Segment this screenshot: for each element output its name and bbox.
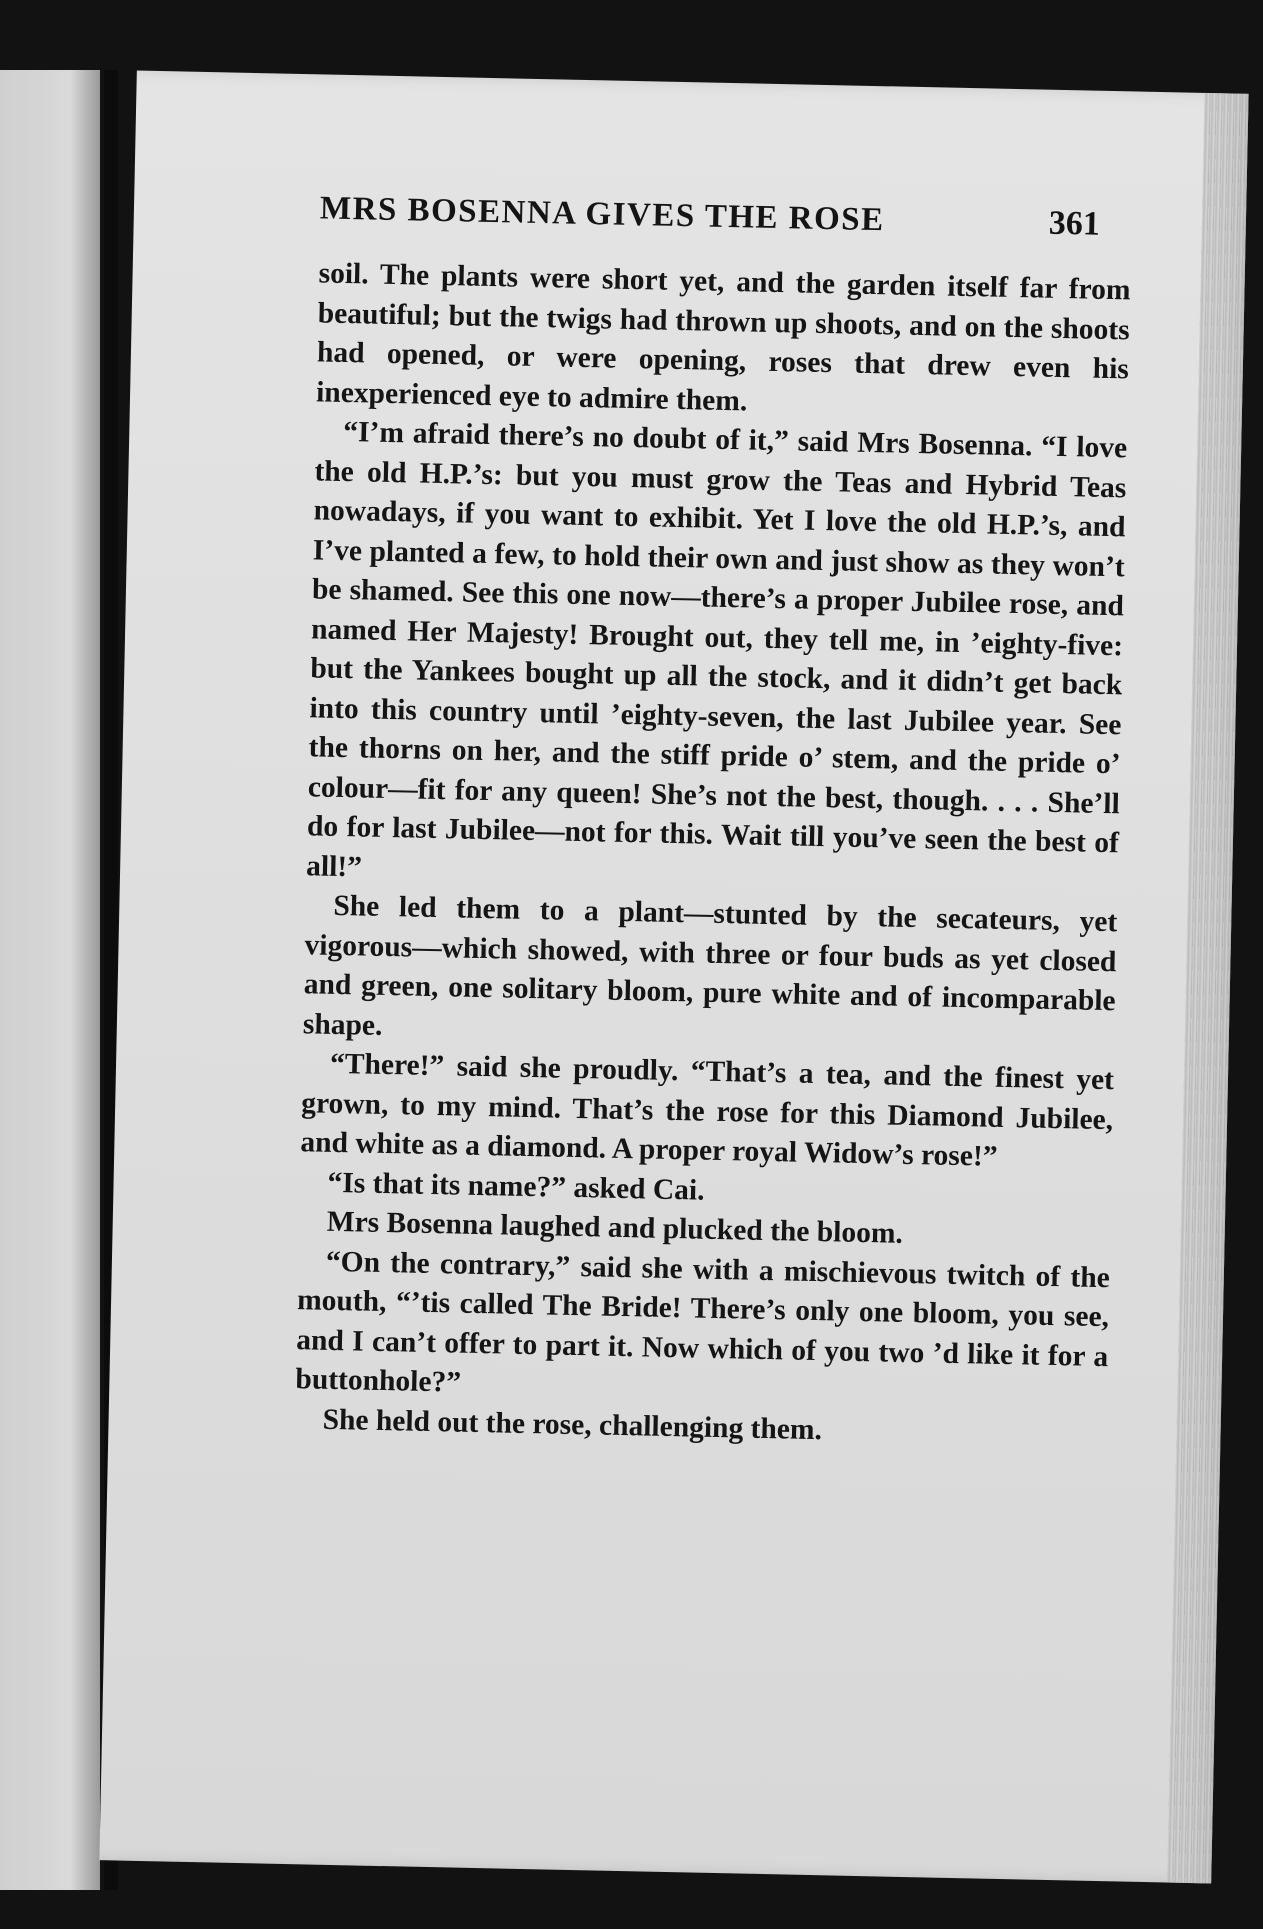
running-title: MRS BOSENNA GIVES THE ROSE (319, 190, 885, 239)
paragraph: Mrs Bosenna laughed and plucked the bloom. (326, 1205, 904, 1250)
body-text (294, 254, 1131, 1456)
paragraph: “Is that its name?” asked Cai. (327, 1166, 705, 1207)
paragraph: “I’m afraid there’s no doubt of it,” said Mrs Bosenna. “I love the old H.P.’s: but you must grow the Teas and Hybrid Teas nowadays, if you want to exhibit. Yet I love the old H.P.’s, and I’ve planted a few, to hold their own and just show as they won’t be shamed. See this one now—there’s a proper Jubilee rose, and named Her Majesty! Brought out, they tell me, in ’eighty-five: but the Yankees bought up all the stock, and it didn’t get back into this country until ’eighty-seven, the last Jubilee year. See the thorns on her, and the stiff pride o’ stem, and the pride o’ colour—fit for any queen! She’s not the best, though. . . . She’ll do for last Jubilee—not for this. Wait till you’ve seen the best of all!” (305, 415, 1128, 883)
paragraph: She held out the rose, challenging them. (322, 1403, 823, 1446)
paragraph: “On the contrary,” said she with a mischievous twitch of the mouth, “’tis called The Bride! There’s only one bloom, you see, and I can’t offer to part it. Now which of you two ’d like it for a buttonhole?” (295, 1245, 1111, 1399)
paragraph: soil. The plants were short yet, and the garden itself far from beautiful; but the twigs had thrown up shoots, and on the shoots had opened, or were opening, roses that drew even his inexperienced eye to admire them. (315, 257, 1131, 417)
book-page (99, 71, 1248, 1884)
page-edges (1167, 93, 1248, 1884)
page-number: 361 (1048, 204, 1101, 243)
left-page-edge (0, 70, 100, 1890)
paragraph: She led them to a plant—stunted by the secateurs, yet vigorous—which showed, with three or four buds as yet closed and green, one solitary bloom, pure white and of incomparable shape. (302, 889, 1118, 1042)
page-header (320, 189, 1101, 243)
paragraph: “There!” said she proudly. “That’s a tea, and the finest yet grown, to my mind. That’s the rose for this Diamond Jubilee, and white as a diamond. A proper royal Widow’s rose!” (300, 1047, 1115, 1173)
